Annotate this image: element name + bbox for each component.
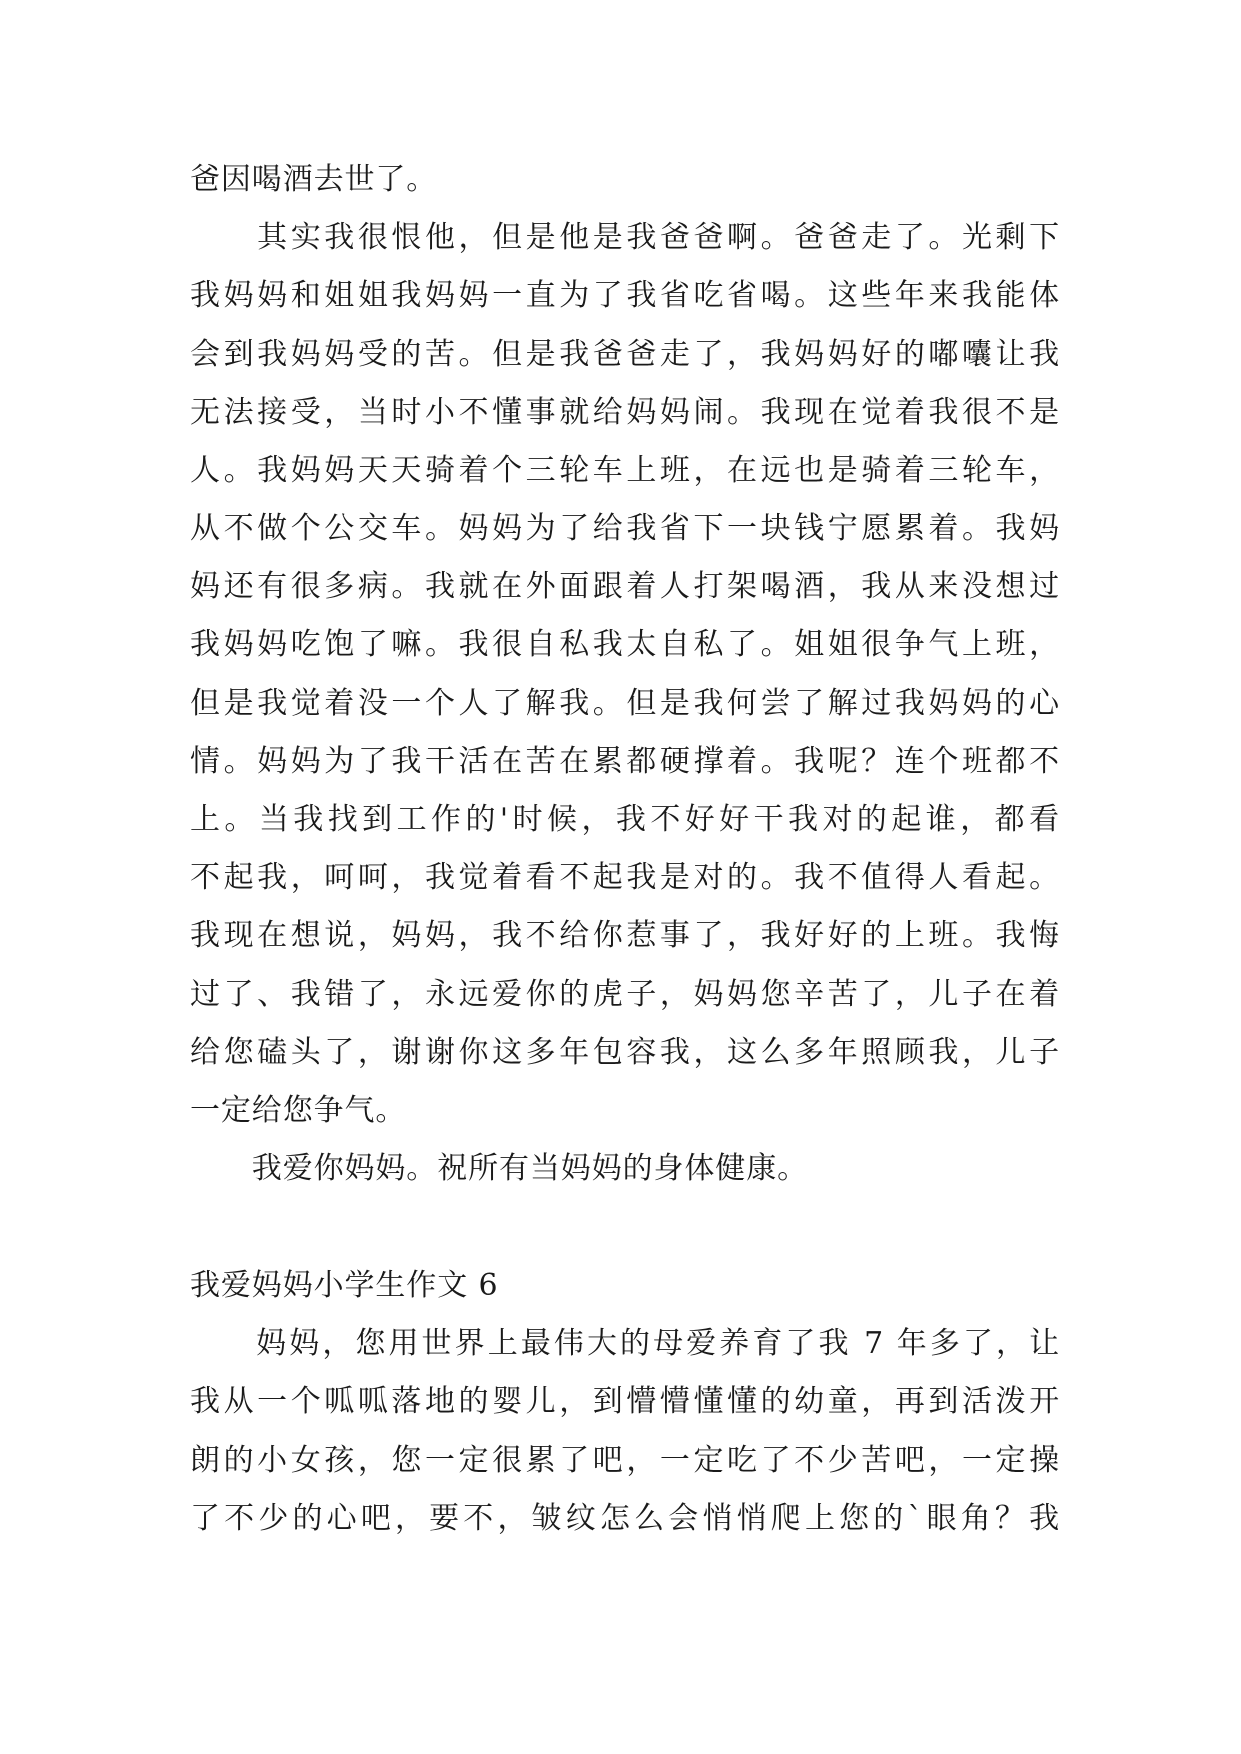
- text-line: 但是我觉着没一个人了解我。但是我何尝了解过我妈妈的心: [190, 686, 1060, 721]
- text-line: 我妈妈吃饱了嘛。我很自私我太自私了。姐姐很争气上班，: [190, 627, 1060, 662]
- text-line: 一定给您争气。: [190, 1093, 407, 1128]
- text-line: 不起我，呵呵，我觉着看不起我是对的。我不值得人看起。: [190, 860, 1060, 895]
- text-line: 我妈妈和姐姐我妈妈一直为了我省吃省喝。这些年来我能体: [190, 278, 1060, 313]
- text-line: 朗的小女孩，您一定很累了吧，一定吃了不少苦吧，一定操: [190, 1443, 1060, 1478]
- text-line: 我从一个呱呱落地的婴儿，到懵懵懂懂的幼童，再到活泼开: [190, 1384, 1060, 1419]
- text-line: 人。我妈妈天天骑着个三轮车上班，在远也是骑着三轮车，: [190, 453, 1060, 488]
- text-line: 妈妈，您用世界上最伟大的母爱养育了我 7 年多了，让: [190, 1326, 1060, 1361]
- text-line: 给您磕头了，谢谢你这多年包容我，这么多年照顾我，儿子: [190, 1035, 1060, 1070]
- text-line: 过了、我错了，永远爱你的虎子，妈妈您辛苦了，儿子在着: [190, 977, 1060, 1012]
- text-line: 妈还有很多病。我就在外面跟着人打架喝酒，我从来没想过: [190, 569, 1060, 604]
- text-line: 了不少的心吧，要不，皱纹怎么会悄悄爬上您的`眼角？我: [190, 1501, 1060, 1536]
- text-line: 情。妈妈为了我干活在苦在累都硬撑着。我呢？连个班都不: [190, 744, 1060, 779]
- text-line: 从不做个公交车。妈妈为了给我省下一块钱宁愿累着。我妈: [190, 511, 1060, 546]
- text-line: 爸因喝酒去世了。: [190, 162, 438, 197]
- section-heading: 我爱妈妈小学生作文 6: [190, 1268, 499, 1303]
- text-line: 我爱你妈妈。祝所有当妈妈的身体健康。: [190, 1151, 808, 1186]
- text-line: 无法接受，当时小不懂事就给妈妈闹。我现在觉着我很不是: [190, 395, 1060, 430]
- text-line: 我现在想说，妈妈，我不给你惹事了，我好好的上班。我悔: [190, 918, 1060, 953]
- text-line: 上。当我找到工作的'时候，我不好好干我对的起谁，都看: [190, 802, 1060, 837]
- text-line: 会到我妈妈受的苦。但是我爸爸走了，我妈妈好的嘟囔让我: [190, 337, 1060, 372]
- text-line: 其实我很恨他，但是他是我爸爸啊。爸爸走了。光剩下: [190, 220, 1060, 255]
